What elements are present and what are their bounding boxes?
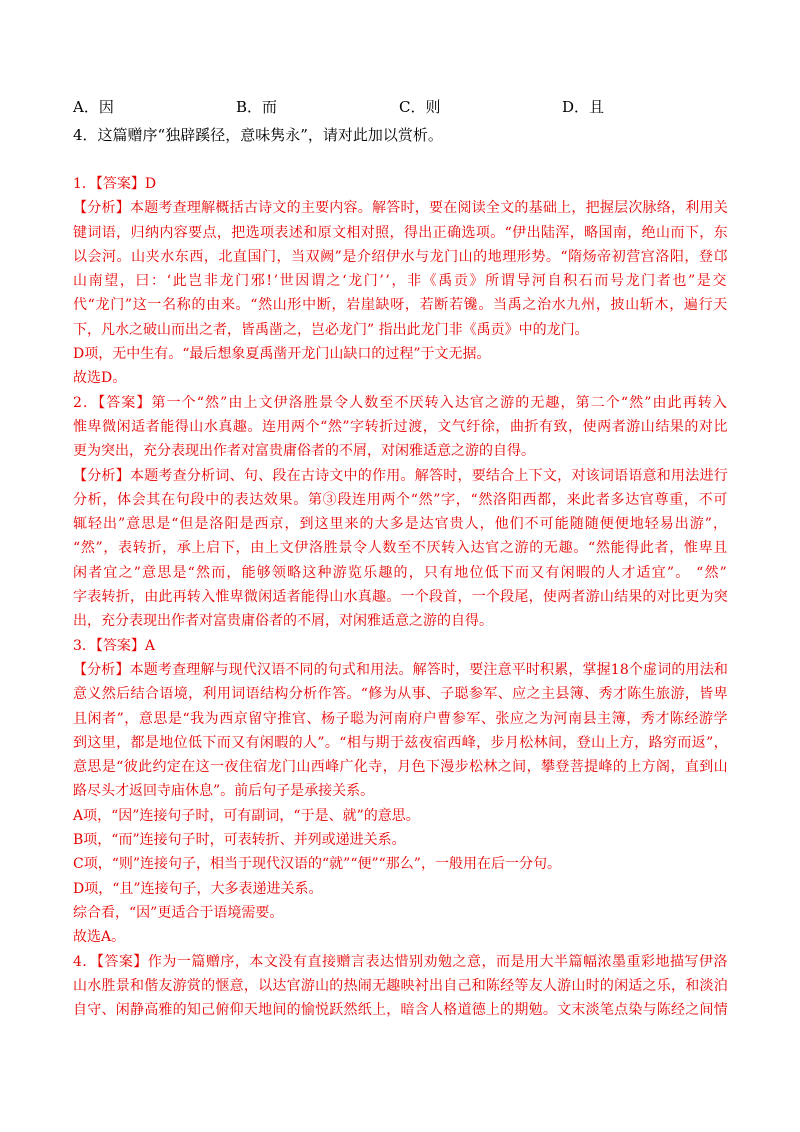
answer-line: 分析，体会其在句段中的表达效果。第③段连用两个“然”字，“然洛阳西都，来此者多达官尊重，不可 <box>73 491 728 508</box>
option-c: C．则 <box>399 98 441 116</box>
answer-line: 辄轻出”意思是“但是洛阳是西京，到这里来的大多是达官贵人，他们不可能随随便便地轻易出游”， <box>73 516 728 533</box>
question-4: 4．这篇赠序“独辟蹊径，意味隽永”，请对此加以赏析。 <box>73 126 443 144</box>
answer-line: 故选D。 <box>73 370 127 387</box>
answer-line: C项，“则”连接句子，相当于现代汉语的“就”“便”“那么”，一般用在后一分句。 <box>73 856 561 873</box>
answer-line: 更为突出，充分表现出作者对富贵庸俗者的不屑，对闲雅适意之游的自得。 <box>73 443 535 460</box>
answer-line: 综合看，“因”更适合于语境需要。 <box>73 904 284 921</box>
answer-line: A项，“因”连接句子时，可有副词，“于是、就”的意思。 <box>73 807 420 824</box>
option-b: B．而 <box>236 98 278 116</box>
answer-line: D项，无中生有。“最后想象夏禹凿开龙门山缺口的过程”于文无据。 <box>73 346 491 363</box>
answer-line: 代“龙门”这一名称的由来。“然山形中断，岩崖缺呀，若断若镵。当禹之治水九州，披山斩木，遍行天 <box>73 297 728 314</box>
answer-line: 到这里，都是地位低下而又有闲暇的人”。“相与期于兹夜宿西峰，步月松林间，登山上方，路穷而返”， <box>73 734 728 751</box>
answer-line: 【分析】本题考查理解概括古诗文的主要内容。解答时，要在阅读全文的基础上，把握层次脉络，利用关 <box>73 200 728 217</box>
answer-line: “然”，表转折，承上启下，由上文伊洛胜景令人数至不厌转入达官之游的无趣。“然能得此者，惟卑且 <box>73 540 728 557</box>
answer-line: D项，“且”连接句子，大多表递进关系。 <box>73 880 323 897</box>
answer-line: 惟卑微闲适者能得山水真趣。连用两个“然”字转折过渡，文气纡徐，曲折有致，使两者游山结果的对比 <box>73 418 728 435</box>
answer-line: B项，“而”连接句子时，可表转折、并列或递进关系。 <box>73 832 406 849</box>
answer-line: 且闲者”，意思是“我为西京留守推官、杨子聪为河南府户曹参军、张应之为河南县主簿，秀才陈经游学 <box>73 710 728 727</box>
answer-line: 闲者宜之”意思是“然而，能够领略这种游览乐趣的，只有地位低下而又有闲暇的人才适宜”。 “然” <box>73 564 728 581</box>
answer-line: 字表转折，由此再转入惟卑微闲适者能得山水真趣。一个段首，一个段尾，使两者游山结果的对比更为突 <box>73 589 728 606</box>
answer-line: 意思是“彼此约定在这一夜住宿龙门山西峰广化寺，月色下漫步松林之间，攀登菩提峰的上方阁，直到山 <box>73 759 728 776</box>
answer-line: 键词语，归纳内容要点，把选项表述和原文相对照，得出正确选项。“伊出陆浑，略国南，绝山而下，东 <box>73 224 728 241</box>
answer-line: 下，凡水之破山而出之者，皆禹凿之，岂必龙门” 指出此龙门非《禹贡》中的龙门。 <box>73 321 589 338</box>
answer-line: 路尽头才返回寺庙休息”。前后句子是承接关系。 <box>73 783 375 800</box>
answer-line: 自守、闲静高雅的知己俯仰天地间的愉悦跃然纸上，暗含人格道德上的期勉。文末淡笔点染与陈经之间情 <box>73 1002 728 1019</box>
answer-line: 3．【答案】A <box>73 637 156 654</box>
answer-line: 山南望，曰：‘此岂非龙门邪!’世因谓之‘龙门’’，非《禹贡》所谓导河自积石而号龙门者也”是交 <box>73 273 728 290</box>
option-d: D．且 <box>562 98 605 116</box>
answer-line: 【分析】本题考查理解与现代汉语不同的句式和用法。解答时，要注意平时积累，掌握18个虚词的用法和 <box>73 661 728 678</box>
answer-line: 出，充分表现出作者对富贵庸俗者的不屑，对闲雅适意之游的自得。 <box>73 613 493 630</box>
answer-line: 故选A。 <box>73 929 126 946</box>
answer-line: 【分析】本题考查分析词、句、段在古诗文中的作用。解答时，要结合上下文，对该词语语意和用法进行 <box>73 467 728 484</box>
answer-line: 4．【答案】作为一篇赠序，本文没有直接赠言表达惜别劝勉之意，而是用大半篇幅浓墨重彩地描写伊洛 <box>73 953 728 970</box>
answer-section <box>73 172 728 1022</box>
option-a: A．因 <box>73 98 114 116</box>
answer-line: 2．【答案】第一个“然”由上文伊洛胜景令人数至不厌转入达官之游的无趣，第二个“然”由此再转入 <box>73 394 728 411</box>
answer-line: 以会河。山夹水东西，北直国门，当双阙”是介绍伊水与龙门山的地理形势。“隋炀帝初营宫洛阳，登邙 <box>73 248 728 265</box>
answer-line: 1．【答案】D <box>73 176 157 192</box>
answer-line: 山水胜景和偕友游赏的惬意，以达官游山的热闹无趣映衬出自己和陈经等友人游山时的闲适之乐，和淡泊 <box>73 977 728 994</box>
answer-line: 意义然后结合语境，利用词语结构分析作答。“修为从事、子聪参军、应之主县簿、秀才陈生旅游，皆卑 <box>73 686 728 703</box>
